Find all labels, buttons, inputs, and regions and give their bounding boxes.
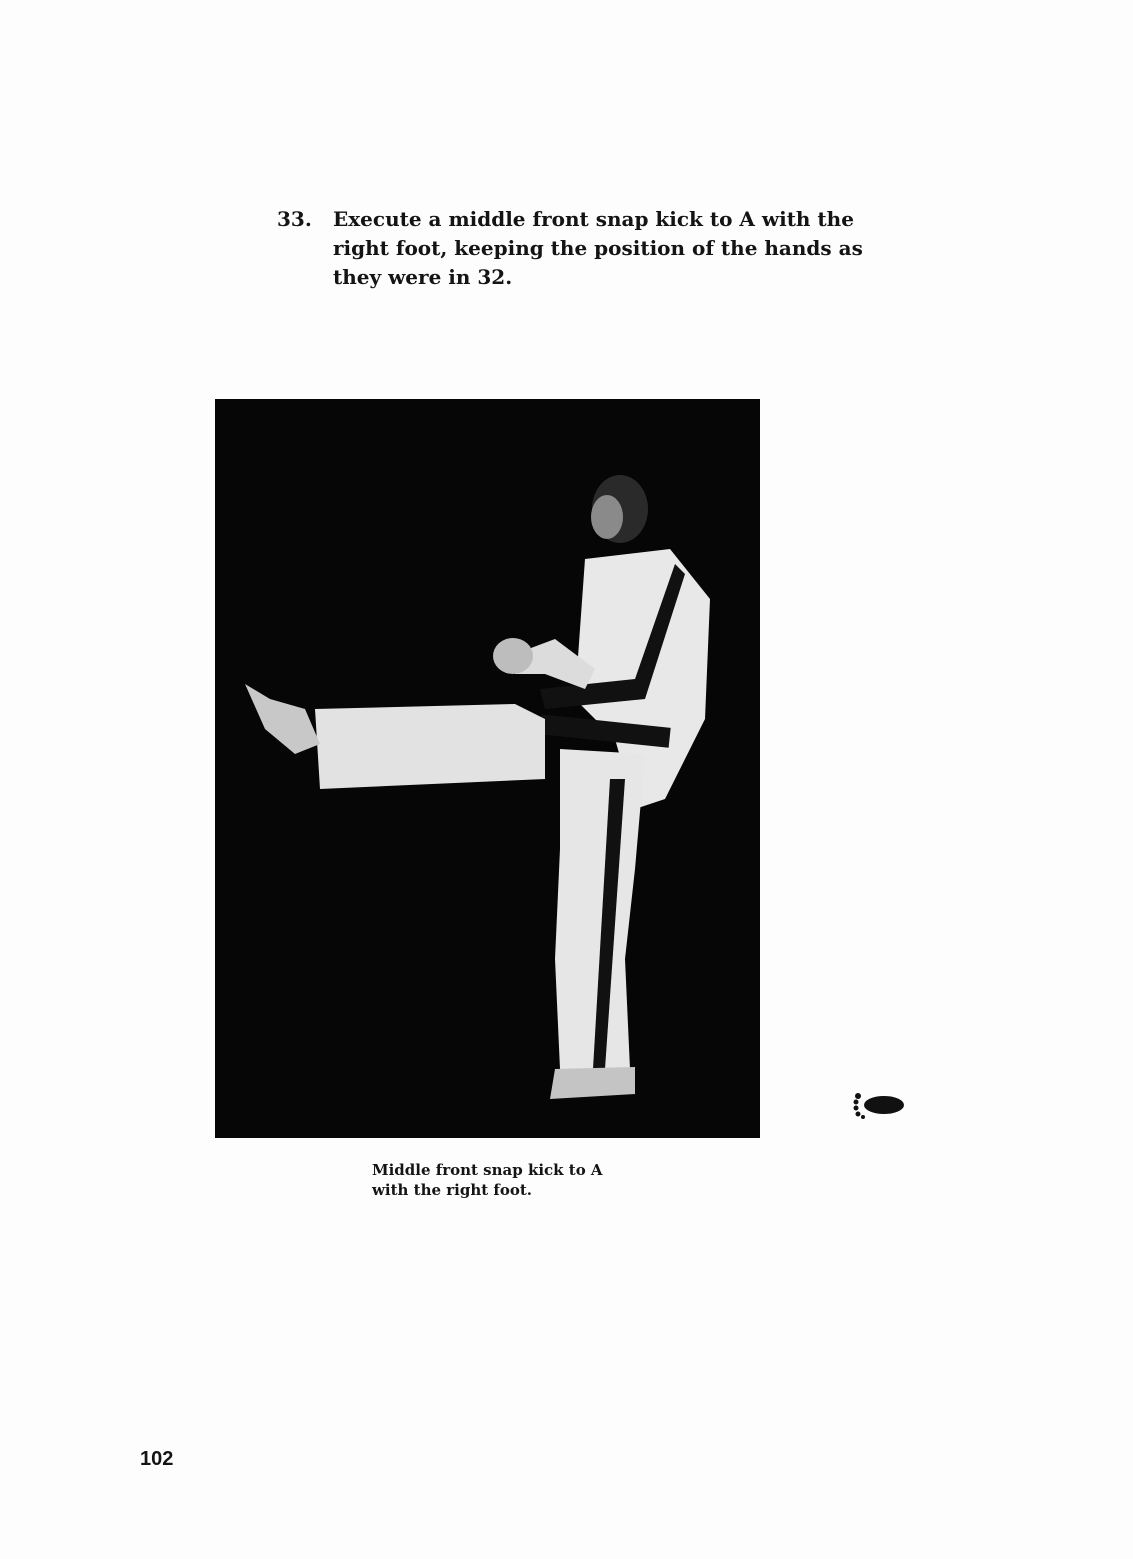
step-number: 33. — [277, 207, 312, 231]
photo-caption — [372, 1160, 672, 1200]
caption-line-1: Middle front snap kick to A — [372, 1161, 603, 1179]
figure-illustration — [215, 399, 760, 1138]
caption-line-2: with the right foot. — [372, 1181, 533, 1199]
footprint-icon — [848, 1090, 908, 1120]
photo-front-snap-kick — [215, 399, 760, 1138]
step-text: Execute a middle front snap kick to A with the right foot, keeping the position of the hands as they were in 32. — [333, 207, 863, 289]
page-number: 102 — [140, 1448, 174, 1470]
